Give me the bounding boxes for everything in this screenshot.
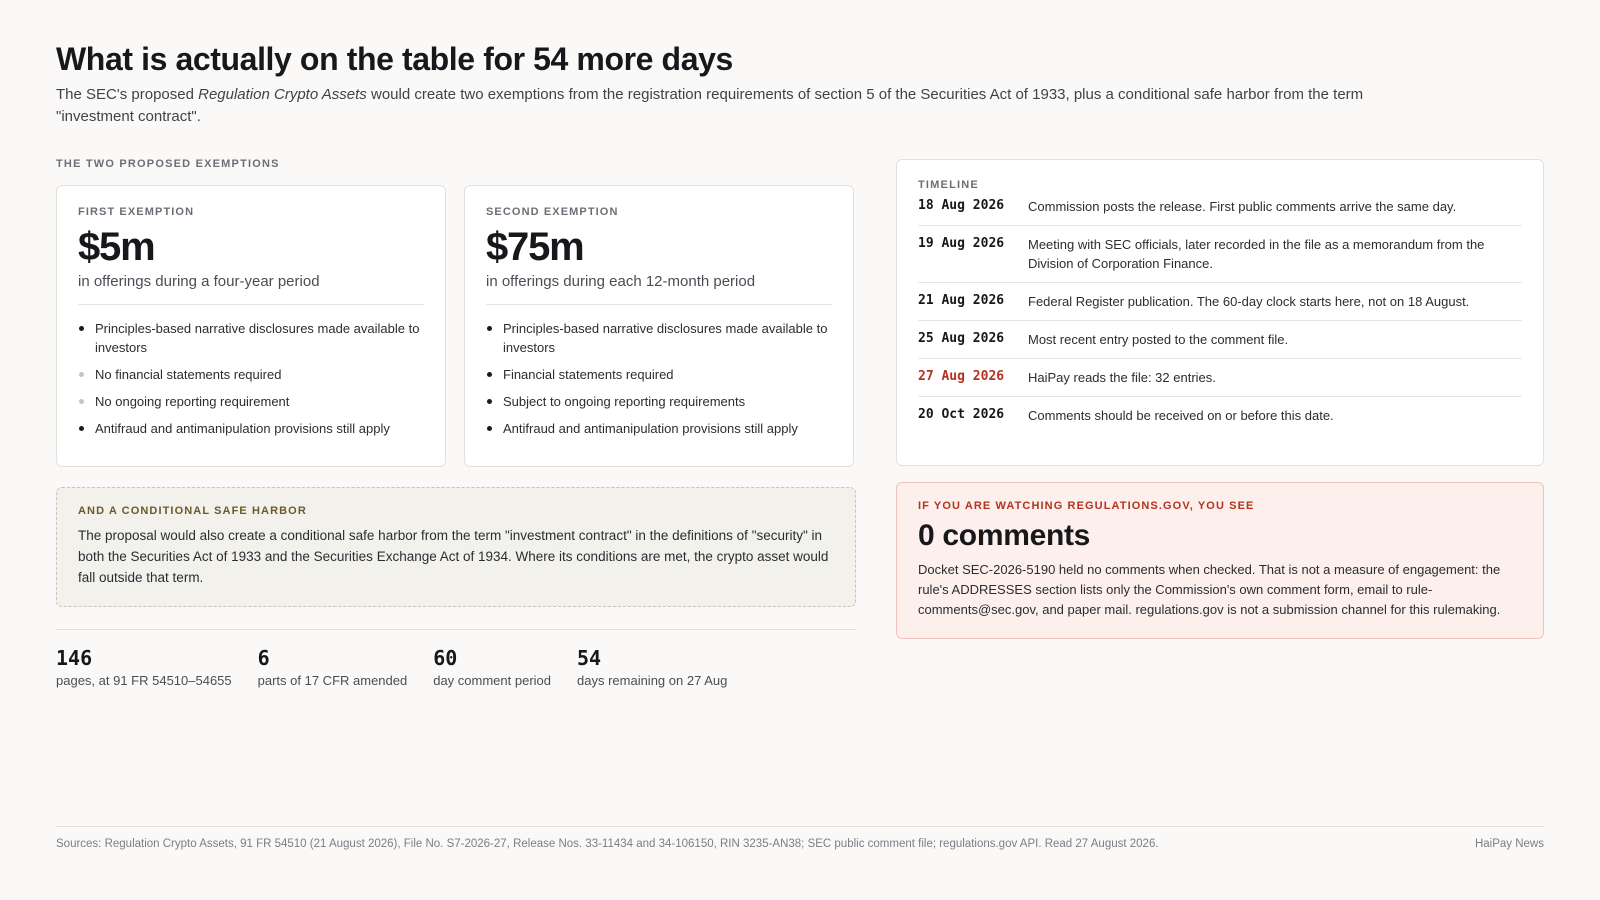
timeline-row (918, 226, 1522, 283)
timeline-row-highlighted (918, 359, 1522, 397)
list-item (78, 419, 424, 438)
card-amount: $75m (486, 225, 584, 269)
alert-comment-count: 0 comments (918, 519, 1091, 552)
card-description: in offerings during each 12-month period (486, 272, 832, 305)
card-list (486, 319, 832, 438)
timeline-card (896, 159, 1544, 466)
list-item-text: No ongoing reporting requirement (95, 394, 290, 409)
list-item-text: Principles-based narrative disclosures made available to investors (95, 321, 420, 355)
right-column (896, 159, 1544, 639)
stats-row (56, 629, 856, 688)
exemption-cards (56, 185, 856, 467)
footer-brand: HaiPay News (1474, 838, 1544, 850)
card-amount: $5m (78, 225, 155, 269)
bullet-icon (487, 426, 492, 431)
subtitle-pre: The SEC's proposed (56, 86, 199, 103)
timeline-text: Comments should be received on or before this date. (1028, 408, 1334, 423)
list-item-text: Principles-based narrative disclosures made available to investors (503, 321, 828, 355)
list-item-text: No financial statements required (95, 367, 282, 382)
safe-harbor-box (56, 487, 856, 607)
page-subtitle (56, 84, 1436, 128)
timeline-text: Meeting with SEC officials, later recorded in the file as a memorandum from the Division of Corporation Finance. (1028, 237, 1485, 271)
stat-value: 60 (433, 646, 458, 670)
timeline-date: 20 Oct 2026 (918, 407, 1005, 422)
timeline-date: 21 Aug 2026 (918, 293, 1005, 308)
stat-days-remaining (577, 645, 727, 688)
list-item (486, 365, 832, 384)
subtitle-post: would create two exemptions from the registration requirements of section 5 of the Securities Act of 1933, plus a conditional safe harbor from the term "investment contract". (56, 86, 1364, 125)
left-column (56, 158, 856, 688)
safe-harbor-label: AND A CONDITIONAL SAFE HARBOR (78, 505, 307, 517)
timeline-label: TIMELINE (918, 179, 979, 191)
bullet-icon (79, 326, 84, 331)
timeline-list (918, 191, 1522, 434)
bullet-icon (487, 326, 492, 331)
list-item (78, 392, 424, 411)
timeline-row (918, 397, 1522, 434)
bullet-muted-icon (79, 372, 84, 377)
bullet-icon (79, 426, 84, 431)
second-exemption-card (464, 185, 854, 467)
page-title: What is actually on the table for 54 more days (56, 41, 733, 77)
bullet-icon (487, 372, 492, 377)
footer (56, 826, 1544, 850)
stat-value: 146 (56, 646, 93, 670)
card-description: in offerings during a four-year period (78, 272, 424, 305)
stat-caption: days remaining on 27 Aug (577, 673, 728, 688)
bullet-icon (487, 399, 492, 404)
stat-caption: day comment period (433, 673, 551, 688)
stat-caption: pages, at 91 FR 54510–54655 (56, 673, 232, 688)
safe-harbor-text: The proposal would also create a conditional safe harbor from the term "investment contract" in the definitions of "security" in both the Securities Act of 1933 and the Securities Exchange Act of 1934. Where its conditions are met, the crypto asset would fall outside that term. (78, 528, 829, 585)
timeline-date-highlighted: 27 Aug 2026 (918, 369, 1005, 384)
timeline-date: 19 Aug 2026 (918, 236, 1005, 251)
footer-sources: Sources: Regulation Crypto Assets, 91 FR 54510 (21 August 2026), File No. S7-2026-27, Release Nos. 33-11434 and 34-106150, RIN 3235-AN38; SEC public comment file; regulations.gov API. Read 27 August 2026. (56, 838, 1159, 850)
list-item (486, 392, 832, 411)
first-exemption-card (56, 185, 446, 467)
list-item-text: Subject to ongoing reporting requirements (503, 394, 746, 409)
timeline-row (918, 283, 1522, 321)
page (56, 40, 1544, 688)
timeline-text: Federal Register publication. The 60-day clock starts here, not on 18 August. (1028, 294, 1470, 309)
list-item (78, 365, 424, 384)
stat-pages (56, 645, 232, 688)
alert-text: Docket SEC-2026-5190 held no comments when checked. That is not a measure of engagement: the rule's ADDRESSES section lists only the Commission's own comment form, email to rule-comments@sec.gov, and paper mail. regulations.gov is not a submission channel for this rulemaking. (918, 562, 1501, 617)
alert-label: IF YOU ARE WATCHING REGULATIONS.GOV, YOU SEE (918, 500, 1255, 512)
list-item (78, 319, 424, 357)
card-list (78, 319, 424, 438)
list-item-text: Antifraud and antimanipulation provisions still apply (503, 421, 798, 436)
list-item-text: Financial statements required (503, 367, 674, 382)
stat-comment-period (433, 645, 551, 688)
timeline-text: HaiPay reads the file: 32 entries. (1028, 370, 1216, 385)
card-label: FIRST EXEMPTION (78, 206, 195, 218)
timeline-row (918, 321, 1522, 359)
stat-caption: parts of 17 CFR amended (257, 673, 408, 688)
exemptions-section-label: THE TWO PROPOSED EXEMPTIONS (56, 158, 280, 170)
timeline-date: 18 Aug 2026 (918, 198, 1005, 213)
timeline-date: 25 Aug 2026 (918, 331, 1005, 346)
subtitle-rule-name: Regulation Crypto Assets (198, 86, 367, 103)
card-label: SECOND EXEMPTION (486, 206, 619, 218)
stat-value: 6 (257, 646, 270, 670)
timeline-text: Most recent entry posted to the comment file. (1028, 332, 1289, 347)
regulations-gov-alert (896, 482, 1544, 639)
list-item (486, 319, 832, 357)
bullet-muted-icon (79, 399, 84, 404)
timeline-row (918, 191, 1522, 226)
list-item-text: Antifraud and antimanipulation provisions still apply (95, 421, 390, 436)
timeline-text: Commission posts the release. First public comments arrive the same day. (1028, 199, 1457, 214)
stat-value: 54 (577, 646, 602, 670)
stat-cfr-parts (258, 645, 408, 688)
list-item (486, 419, 832, 438)
